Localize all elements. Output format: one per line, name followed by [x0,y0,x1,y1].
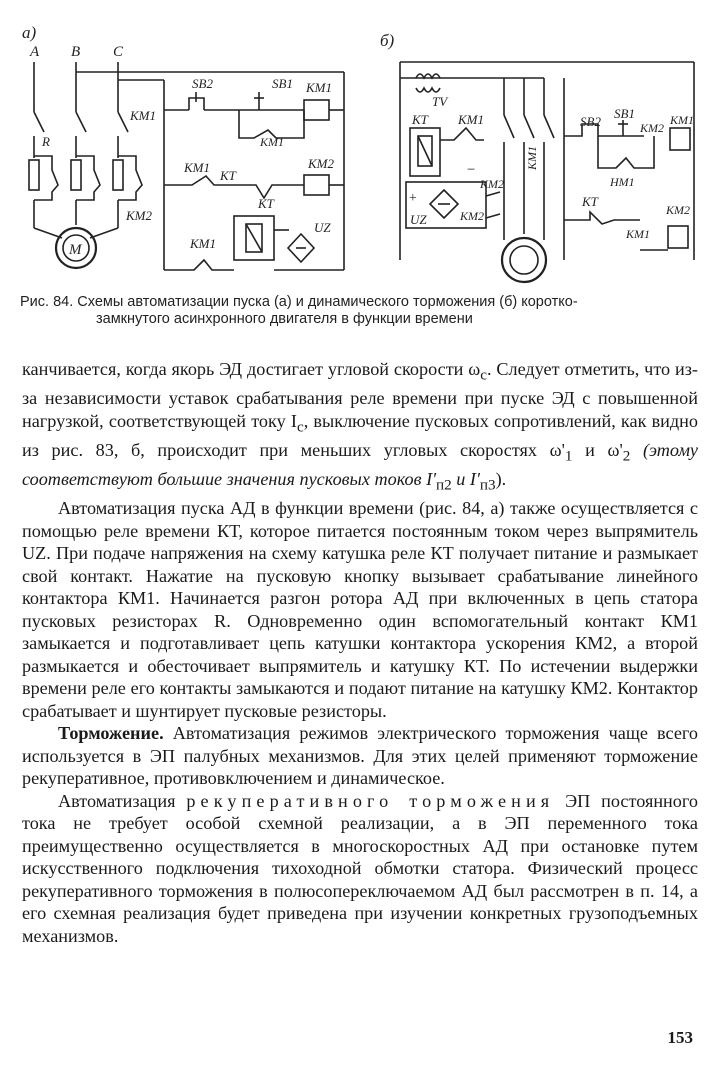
paragraph-3: Торможение. Автоматизация режимов электрического торможения чаще всего используется в ЭП палубных механизмов. Для этих целей применяют торможение рекуперативное, противовключением и динамическое. [22,723,698,789]
svg-text:КМ2: КМ2 [640,121,664,135]
svg-text:КМ1: КМ1 [458,112,484,127]
svg-text:НМ1: НМ1 [610,175,635,189]
svg-text:UZ: UZ [314,220,331,235]
svg-text:−: − [466,162,477,178]
phase-c-label: C [113,44,124,60]
svg-text:КМ2: КМ2 [480,177,504,191]
svg-text:КМ1: КМ1 [626,227,650,241]
svg-text:КТ: КТ [220,168,236,183]
svg-text:КМ1: КМ1 [525,146,539,170]
motor-label: М [69,242,82,258]
circuit-diagrams [14,20,704,290]
paragraph-2: Автоматизация пуска АД в функции времени (рис. 84, а) также осуществляется с помощью реле времени КТ, которое питается постоянным током через выпрямитель UZ. При подаче напряжения на схему катушка реле КТ получает питание и размыкает свой контакт. Нажатие на пусковую кнопку вызывает срабатывание линейного контактора КМ1. Начинается разгон ротора АД при включенных в цепь статора пусковых резисторах R. Одновременно один вспомогательный контакт КМ1 замыкается и подготавливает цепь катушки контактора ускорения КМ2, а второй размыкается и обесточивает выпрямитель и катушку КТ. По истечении выдержки времени реле его контакты замыкаются и подают питание на катушку КМ2. Контактор срабатывает и шунтирует пусковые резисторы. [22,498,698,721]
svg-text:КМ2: КМ2 [126,208,152,223]
svg-text:КТ: КТ [258,196,274,211]
svg-text:UZ: UZ [410,212,427,227]
paragraph-1: канчивается, когда якорь ЭД достигает угловой скорости $\omega_с$. Следует отметить, что из-за независимости уставок срабатывания реле времени при пуске ЭД с повышенной нагрузкой, соответствующей току $I_с$, выключение пусковых сопротивлений, как видно из рис. 83, б, происходит при меньших угловых скоростях $\omega'_1$ и $\omega'_2$ (этому соответствуют большие значения пусковых токов $I'_{п2}$ и $I'_{п3}$). [22,359,698,494]
svg-text:SB1: SB1 [272,76,293,91]
caption-line-2: замкнутого асинхронного двигателя в функции времени [96,311,473,327]
page-number: 153 [667,1028,693,1047]
svg-text:КМ2: КМ2 [460,209,484,223]
svg-text:SB2: SB2 [580,114,601,129]
svg-text:SB1: SB1 [614,106,635,121]
svg-text:КМ1: КМ1 [130,108,156,123]
svg-text:КМ1: КМ1 [260,135,284,149]
svg-text:КТ: КТ [582,194,598,209]
paragraph-4: Автоматизация рекуперативного торможения ЭП постоянного тока не требует особой схемной реализации, а в ЭП переменного тока преимущественно осуществляется в многоскоростных АД при остановке путем искусственного подключения тихоходной обмотки статора. Физический процесс рекуперативного торможения в полюсопереключаемом АД был рассмотрен в п. 14, а его схемная реализация будет приведена при изучении конкретных грузоподъемных механизмов. [22,790,698,946]
phase-b-label: B [71,44,81,60]
svg-text:КМ1: КМ1 [190,236,216,251]
svg-text:КТ: КТ [412,112,428,127]
caption-line-1: Рис. 84. Схемы автоматизации пуска (а) и динамического торможения (б) коротко- [20,294,578,310]
phase-a-label: A [30,44,40,60]
svg-text:R: R [42,134,50,149]
svg-text:SB2: SB2 [192,76,213,91]
circuit-figure [14,20,704,290]
svg-text:КМ1: КМ1 [306,80,332,95]
svg-text:КМ1: КМ1 [670,113,694,127]
panel-b-label: б) [380,31,395,50]
panel-a-label: а) [22,23,37,42]
emphasized-term: рекуперативного торможения [186,790,555,811]
svg-text:+: + [408,191,418,206]
panel-b-diagram [380,31,694,282]
svg-text:КМ1: КМ1 [184,160,210,175]
body-text [22,358,698,947]
svg-text:КМ2: КМ2 [308,156,334,171]
section-heading-braking: Торможение. [58,723,164,744]
svg-text:TV: TV [432,94,448,109]
panel-a-diagram [22,23,344,270]
svg-text:КМ2: КМ2 [666,203,690,217]
figure-caption [20,294,700,328]
